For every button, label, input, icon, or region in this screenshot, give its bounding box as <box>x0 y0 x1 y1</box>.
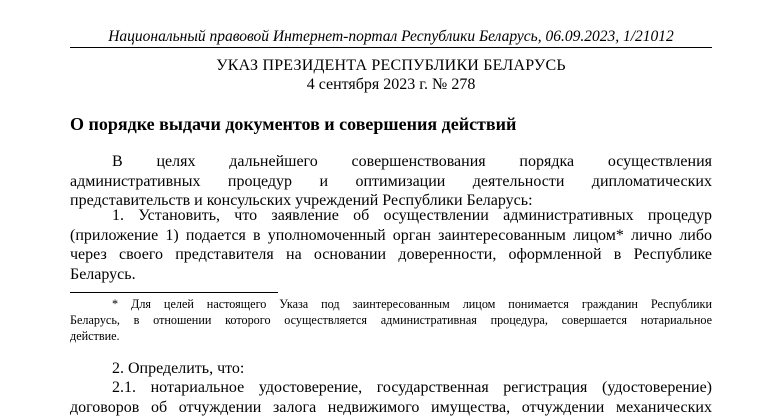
item-2-1-line: 2.1. нотариальное удостоверение, государственная регистрация (удостоверение) <box>70 378 712 398</box>
item-2-1-line-cut: договоров об отчуждении залога недвижимого имущества, отчуждении механических <box>70 398 712 417</box>
item-2-paragraph <box>70 359 712 379</box>
decree-date-number: 4 сентября 2023 г. № 278 <box>70 75 712 94</box>
document-heading: О порядке выдачи документов и совершения действий <box>70 114 712 134</box>
footnote-separator <box>70 292 278 293</box>
footnote-line: * Для целей настоящего Указа под заинтересованным лицом понимается гражданин Республики <box>70 296 712 312</box>
footnote-line: действие. <box>70 328 712 344</box>
decree-title: УКАЗ ПРЕЗИДЕНТА РЕСПУБЛИКИ БЕЛАРУСЬ <box>70 56 712 75</box>
item-1-line: Беларусь. <box>70 265 712 285</box>
item-1-line: 1. Установить, что заявление об осуществлении административных процедур <box>70 206 712 226</box>
item-1-paragraph <box>70 206 712 284</box>
portal-header: Национальный правовой Интернет-портал Республики Беларусь, 06.09.2023, 1/21012 <box>70 28 712 46</box>
footnote-line: Беларусь, в отношении которого осуществляется административная процедура, совершается нотариальное <box>70 312 712 328</box>
intro-line: В целях дальнейшего совершенствования порядка осуществления <box>70 152 712 172</box>
item-1-line: (приложение 1) подается в уполномоченный орган заинтересованным лицом* лично либо <box>70 226 712 246</box>
header-divider <box>70 47 712 48</box>
footnote <box>70 296 712 344</box>
item-1-line: через своего представителя на основании доверенности, оформленной в Республике <box>70 245 712 265</box>
item-2-1-paragraph <box>70 378 712 417</box>
item-2-line: 2. Определить, что: <box>70 359 712 379</box>
intro-paragraph <box>70 152 712 211</box>
intro-line: административных процедур и оптимизации деятельности дипломатических <box>70 172 712 192</box>
intro-line: представительств и консульских учреждений Республики Беларусь: <box>70 191 712 211</box>
